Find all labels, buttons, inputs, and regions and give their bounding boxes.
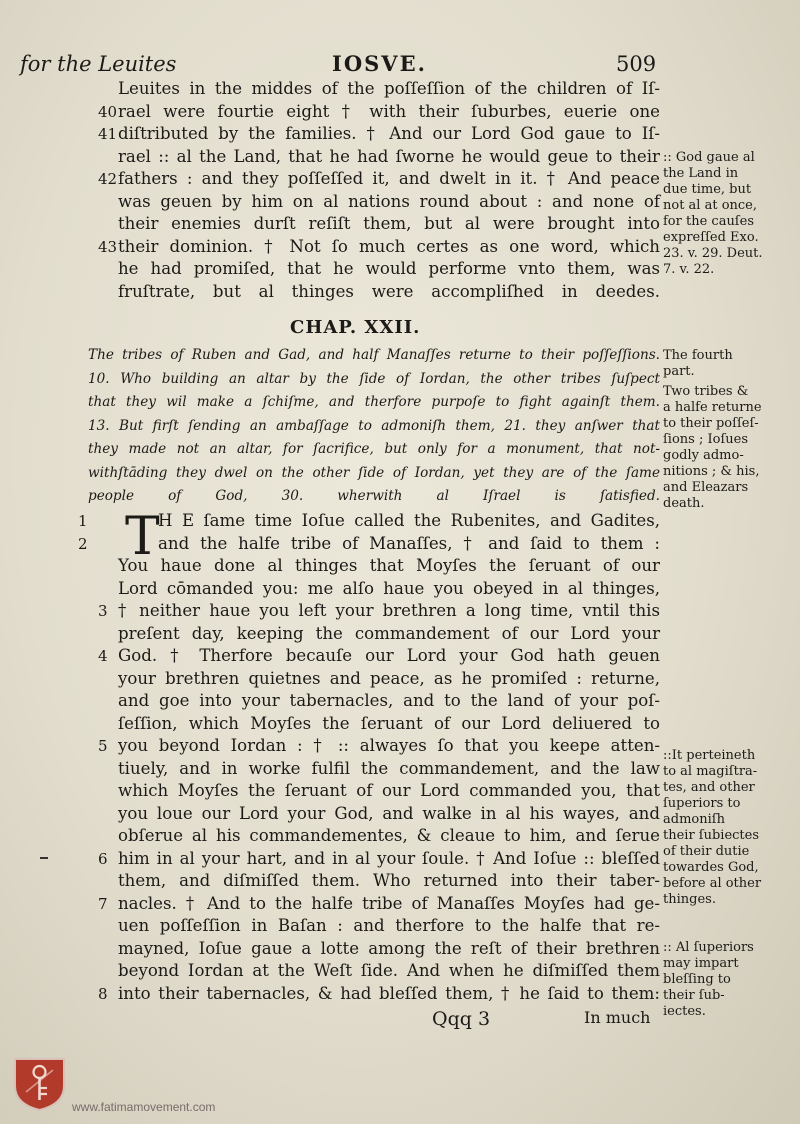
- margin-note-line: 23. v. 29. Deut.: [663, 246, 763, 261]
- margin-note-line: bleſſing to: [663, 972, 731, 987]
- text-row: [118, 713, 660, 736]
- margin-note-line: to al magiſtra-: [663, 764, 758, 779]
- text-line: him in al your hart, and in al your ſoule. † And Ioſue :: bleſſed: [118, 848, 660, 868]
- verse-number: 1: [78, 512, 88, 530]
- chapter-summary: [88, 344, 660, 509]
- summary-row: [88, 462, 660, 486]
- margin-note-line: tes, and other: [663, 780, 755, 795]
- verse-number: 4: [98, 647, 108, 665]
- text-row: [98, 848, 660, 871]
- margin-note-line: ſions ; Ioſues: [663, 432, 748, 447]
- margin-note-line: towardes God,: [663, 860, 759, 875]
- text-row: [118, 578, 660, 601]
- margin-note: [663, 348, 783, 380]
- text-row: [118, 281, 660, 304]
- margin-note-line: ſuperiors to: [663, 796, 741, 811]
- verse-number: 2: [78, 534, 88, 553]
- page-number: 509: [616, 52, 657, 76]
- margin-note-line: and Eleazars: [663, 480, 749, 495]
- margin-note-line: admoniſh: [663, 812, 725, 827]
- verse-number: 6: [98, 849, 108, 868]
- verse-number: 42: [98, 170, 118, 188]
- text-row: [118, 690, 660, 713]
- watermark-link[interactable]: www.fatimamovement.com: [72, 1100, 216, 1114]
- text-line: fruſtrate, but al thinges were accompliſhed in deedes.: [118, 281, 660, 301]
- verse-number: 43: [98, 237, 118, 256]
- text-line: obſerue al his commandementes, & cleaue to him, and ſerue: [118, 826, 660, 845]
- text-line: their dominion. † Not ſo much certes as one word, which: [118, 236, 660, 256]
- text-line: you beyond Iordan : † :: alwayes ſo that you keepe atten-: [118, 736, 660, 755]
- body-text-block: [78, 507, 660, 1005]
- drop-cap: T: [125, 507, 160, 567]
- text-line: mayned, Ioſue gaue a lotte among the reſt of their brethren: [118, 938, 660, 958]
- text-row: [118, 870, 660, 893]
- margin-note-line: 7. v. 22.: [663, 262, 715, 277]
- summary-row: [88, 391, 660, 415]
- summary-row: [88, 344, 660, 368]
- text-line: beyond Iordan at the Weſt ſide. And when he diſmiſſed them: [118, 961, 660, 980]
- text-line: 13. But firſt ſending an ambaſſage to admoniſh them, 21. they anſwer that: [88, 417, 660, 434]
- margin-note: [663, 940, 783, 1020]
- margin-note-line: Two tribes &: [663, 384, 749, 399]
- text-row: [118, 825, 660, 848]
- text-row: [118, 938, 660, 961]
- text-row: [118, 213, 660, 236]
- text-row: [118, 191, 660, 214]
- margin-note-line: before al other: [663, 876, 762, 891]
- text-row: [98, 236, 660, 259]
- summary-row: [88, 485, 660, 509]
- running-head-title: IOSVE.: [332, 51, 427, 76]
- top-text-block: [98, 78, 660, 303]
- text-row: [98, 123, 660, 146]
- text-row: [118, 623, 660, 646]
- text-row: [78, 510, 660, 533]
- margin-note-line: for the cauſes: [663, 214, 754, 229]
- text-line: that they wil make a ſchiſme, and therfore purpoſe to fight againſt them.: [88, 394, 660, 410]
- text-line: into their tabernacles, & had bleſſed them, † he ſaid to them:: [118, 983, 660, 1003]
- text-row: [118, 758, 660, 781]
- text-line: their enemies durſt reſiſt them, but al were brought into: [118, 214, 660, 233]
- margin-note-line: to their poſſeſ-: [663, 416, 759, 431]
- margin-note-line: ::It perteineth: [663, 748, 756, 763]
- text-row: [118, 258, 660, 281]
- summary-row: [88, 415, 660, 439]
- margin-note-line: nitions ; & his,: [663, 464, 760, 479]
- summary-row: [88, 368, 660, 392]
- text-row: [78, 533, 660, 556]
- verse-number: 40: [98, 102, 118, 121]
- margin-dash: [40, 857, 48, 859]
- signature-mark: Qqq 3: [432, 1008, 491, 1030]
- margin-note-line: death.: [663, 496, 705, 511]
- margin-note-line: due time, but: [663, 182, 752, 197]
- verse-number: 8: [98, 984, 108, 1003]
- text-line: ſeſſion, which Moyſes the ſeruant of our Lord deliuered to: [118, 713, 660, 733]
- catchword: In much: [584, 1008, 651, 1027]
- chapter-title: CHAP. XXII.: [290, 317, 421, 338]
- running-header: [20, 50, 770, 80]
- text-row: [98, 735, 660, 758]
- text-line: rael :: al the Land, that he had ſworne he would geue to their: [118, 146, 660, 166]
- text-row: [98, 600, 660, 623]
- margin-note-line: :: God gaue al: [663, 150, 755, 165]
- text-line: fathers : and they poſſeſſed it, and dwelt in it. † And peace: [118, 169, 660, 188]
- text-line: was geuen by him on al nations round about : and none of: [118, 191, 660, 211]
- text-line: The tribes of Ruben and Gad, and half Manaſſes returne to their poſſeſſions.: [88, 347, 660, 363]
- text-row: [98, 893, 660, 916]
- text-line: and goe into your tabernacles, and to the land of your poſ-: [118, 691, 660, 710]
- margin-note-line: expreſſed Exo.: [663, 230, 759, 245]
- margin-note: [663, 748, 783, 908]
- text-line: them, and diſmiſſed them. Who returned into their taber-: [118, 871, 660, 890]
- text-line: H E ſame time Ioſue called the Rubenites, and Gadites,: [158, 511, 660, 530]
- margin-note: [663, 150, 783, 278]
- text-line: they made not an altar, for ſacrifice, but only for a monument, that not-: [88, 441, 660, 457]
- margin-note-line: their ſubiectes: [663, 828, 760, 843]
- text-line: tiuely, and in worke fulfil the commandement, and the law: [118, 758, 660, 778]
- shield-logo-icon: [12, 1056, 67, 1112]
- text-row: [118, 915, 660, 938]
- verse-number: 3: [98, 602, 108, 620]
- text-line: You haue done al thinges that Moyſes the ſeruant of our: [118, 556, 660, 575]
- text-row: [118, 668, 660, 691]
- margin-note-line: The fourth: [663, 348, 733, 363]
- text-line: diſtributed by the families. † And our Lord God gaue to Iſ-: [118, 124, 660, 143]
- running-head-left: for the Leuites: [20, 52, 177, 76]
- verse-number: 5: [98, 737, 108, 755]
- text-row: [118, 555, 660, 578]
- margin-note-line: of their dutie: [663, 844, 750, 859]
- margin-note-line: godly admo-: [663, 448, 744, 463]
- text-line: nacles. † And to the halfe tribe of Manaſſes Moyſes had ge-: [118, 893, 660, 913]
- margin-note-line: part.: [663, 364, 695, 379]
- text-row: [98, 168, 660, 191]
- text-row: [118, 146, 660, 169]
- text-line: withſtāding they dwel on the other ſide of Iordan, yet they are of the ſame: [88, 464, 660, 481]
- text-line: and the halfe tribe of Manaſſes, † and ſaid to them :: [158, 533, 660, 553]
- text-line: he had promiſed, that he would performe vnto them, was: [118, 259, 660, 278]
- text-row: [118, 78, 660, 101]
- verse-number: 7: [98, 894, 108, 913]
- text-row: [98, 101, 660, 124]
- margin-note-line: thinges.: [663, 892, 716, 907]
- margin-note-line: iectes.: [663, 1004, 706, 1019]
- text-line: Lord cōmanded you: me alſo haue you obeyed in al thinges,: [118, 578, 660, 598]
- text-row: [98, 645, 660, 668]
- margin-note-line: may impart: [663, 956, 739, 971]
- text-line: God. † Therfore becauſe our Lord your God hath geuen: [118, 646, 660, 665]
- text-line: † neither haue you left your brethren a long time, vntil this: [118, 601, 660, 620]
- margin-note-line: a halfe returne: [663, 400, 762, 415]
- margin-note-line: not al at once,: [663, 198, 758, 213]
- text-line: rael were fourtie eight † with their ſuburbes, euerie one: [118, 101, 660, 121]
- margin-note-line: :: Al ſuperiors: [663, 940, 754, 955]
- margin-note: [663, 384, 783, 512]
- text-line: you loue our Lord your God, and walke in al his wayes, and: [118, 803, 660, 823]
- text-row: [118, 803, 660, 826]
- text-row: [118, 780, 660, 803]
- text-line: which Moyſes the ſeruant of our Lord commanded you, that: [118, 781, 660, 800]
- verse-number: 41: [98, 125, 118, 143]
- text-line: Leuites in the middes of the poſſeſſion of the children of Iſ-: [118, 79, 660, 98]
- text-row: [98, 983, 660, 1006]
- margin-note-line: the Land in: [663, 166, 739, 181]
- text-line: 10. Who building an altar by the ſide of Iordan, the other tribes ſuſpect: [88, 370, 660, 387]
- text-line: people of God, 30. wherwith al Iſrael is ſatisfied.: [88, 488, 660, 504]
- text-line: uen poſſeſſion in Baſan : and therfore to the halfe that re-: [118, 916, 660, 935]
- text-line: your brethren quietnes and peace, as he promiſed : returne,: [118, 668, 660, 688]
- margin-note-line: their ſub-: [663, 988, 725, 1003]
- text-line: preſent day, keeping the commandement of our Lord your: [118, 623, 660, 643]
- summary-row: [88, 438, 660, 462]
- text-row: [118, 960, 660, 983]
